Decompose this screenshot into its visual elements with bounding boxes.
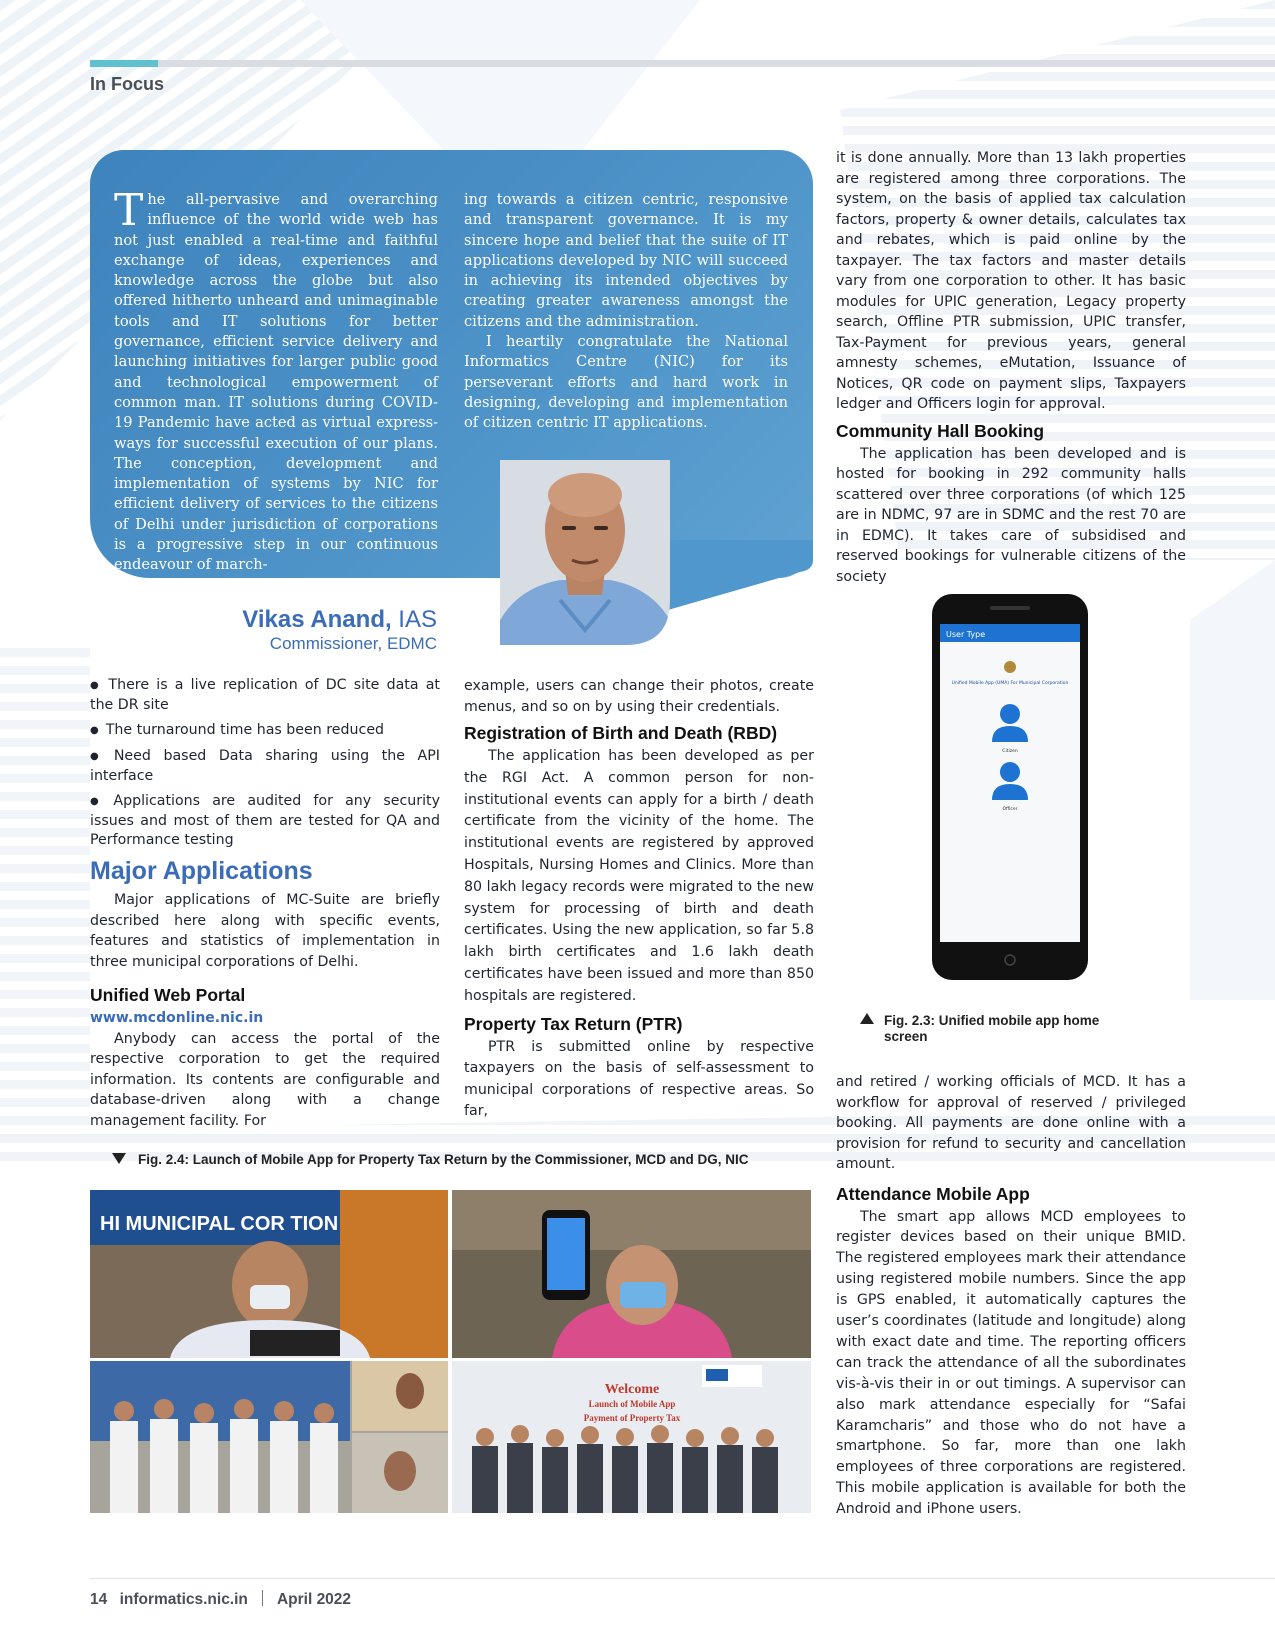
footer-divider — [262, 1590, 263, 1606]
major-applications-text: Major applications of MC-Suite are briefly described here along with specific events, features and statistics of implementation in three municipal corporations of Delhi. — [90, 892, 440, 970]
major-applications-heading: Major Applications — [90, 857, 313, 885]
bullet-item: ● Need based Data sharing using the API interface — [90, 747, 440, 786]
author-name: Vikas Anand, IAS — [242, 606, 437, 633]
quote-text-1: he all-pervasive and overarching influence of the world wide web has not just enabled a real-time and faithful exchange of ideas, experiences and knowledge across the globe but also offered hitherto unheard and unimaginable tools and IT solutions for better governance, efficient service delivery and launching initiatives for larger public good and technological empowerment of common man. IT solutions during COVID-19 Pandemic have acted as virtual express-ways for successful execution of our plans. The conception, development and implementation of systems by NIC for efficient delivery of services to the citizens of Delhi under jurisdiction of corporations is a progressive step in our continuous endeavour of march- — [114, 191, 438, 574]
author-title: Commissioner, EDMC — [269, 634, 437, 653]
quote-box — [90, 150, 813, 578]
bullet-item: ● The turnaround time has been reduced — [90, 721, 440, 741]
ptr-text: PTR is submitted online by respective taxpayers on the basis of self-assessment to municipal corporations of respective areas. So far, — [464, 1038, 814, 1120]
portal-text-continued: example, users can change their photos, create menus, and so on by using their credentials. — [464, 678, 814, 715]
column-1 — [90, 676, 440, 1131]
bullet-item: ● There is a live replication of DC site data at the DR site — [90, 676, 440, 715]
footer-rule — [90, 1578, 1275, 1579]
portal-link[interactable]: www.mcdonline.nic.in — [90, 1010, 264, 1026]
photo-group-launch — [90, 1361, 448, 1513]
triangle-up-icon — [860, 1013, 874, 1024]
footer-site[interactable]: informatics.nic.in — [119, 1591, 248, 1608]
triangle-down-icon — [112, 1153, 126, 1164]
community-hall-text: The application has been developed and is hosted for booking in 292 community halls scattered over three corporations (of which 125 are in NDMC, 97 are in SDMC and the rest 70 are in EDMC). It takes care of subsidised and reserved bookings for vulnerable citizens of the society — [836, 445, 1186, 585]
community-hall-heading: Community Hall Booking — [836, 420, 1045, 441]
bullet-list — [90, 676, 440, 850]
header-accent — [90, 60, 158, 67]
unified-web-portal-text: Anybody can access the portal of the respective corporation to get the required information. Its contents are configurable and database-driven along with a change management facility. For — [90, 1030, 440, 1129]
footer-date: April 2022 — [276, 1591, 352, 1608]
column-2 — [464, 676, 814, 1123]
attendance-app-heading: Attendance Mobile App — [836, 1183, 1030, 1204]
ptr-text-continued: it is done annually. More than 13 lakh properties are registered among three corporations. The system, on the basis of applied tax calculation factors, property & owner details, calculates tax and rebates, which is paid online by the taxpayer. The tax factors and master details vary from one corporation to other. It has basic modules for UPIC generation, Legacy property search, Offline PTR submission, UPIC transfer, Tax-Payment for previous years, general amnesty schemes, eMutation, Issuance of Notices, QR code on payment slips, Taxpayers ledger and Officers login for approval. — [836, 150, 1186, 412]
phone-app-name: Unified Mobile App (UMA) For Municipal Corporation — [951, 681, 1069, 686]
quote-text-3: I heartily congratulate the National Informatics Centre (NIC) for its perseverant efforts and hard work in designing, developing and implementation of citizen centric IT applications. — [464, 333, 788, 432]
author-portrait — [500, 460, 670, 645]
photo-commissioner — [90, 1190, 448, 1358]
fig-2-4-caption: Fig. 2.4: Launch of Mobile App for Property Tax Return by the Commissioner, MCD and DG, NIC — [112, 1152, 749, 1168]
footer — [90, 1590, 351, 1609]
drop-cap: T — [114, 185, 144, 236]
rbd-text: The application has been developed as per the RGI Act. A common person for non-institutional events can apply for a birth / death certificate from the vicinity of the home. The institutional events are registered by approved Hospitals, Nursing Homes and Clinics. More than 80 lakh legacy records were migrated to the new system for processing of birth and death certificates. Using the new application, so far 5.8 lakh birth certificates and 1.6 lakh death certificates have been issued and more than 850 hospitals are registered. — [464, 748, 814, 1004]
mobile-app-screenshot — [930, 592, 1090, 982]
phone-header-text: User Type — [946, 630, 986, 639]
quote-column-2 — [464, 190, 788, 434]
ptr-heading: Property Tax Return (PTR) — [464, 1013, 683, 1034]
launch-photo-collage — [90, 1190, 811, 1513]
community-hall-text-continued: and retired / working officials of MCD. It has a workflow for approval of reserved / privileged booking. All payments are done online with a provision for refund to security and cancellation amount. — [836, 1074, 1186, 1172]
fig-2-3-caption: Fig. 2.3: Unified mobile app home screen — [860, 1013, 1120, 1045]
welcome-subtitle: Launch of Mobile App — [588, 1399, 676, 1409]
banner-text: HI MUNICIPAL COR TION — [100, 1213, 339, 1235]
section-label: In Focus — [90, 74, 165, 94]
welcome-title: Welcome — [604, 1382, 660, 1397]
rbd-heading: Registration of Birth and Death (RBD) — [464, 723, 778, 743]
bullet-item: ● Applications are audited for any security issues and most of them are tested for QA and Performance testing — [90, 792, 440, 850]
column-3-top — [836, 148, 1186, 587]
quote-column-1 — [114, 185, 438, 576]
photo-welcome-banner — [452, 1361, 811, 1513]
attendance-app-text: The smart app allows MCD employees to register devices based on their unique BMID. The registered employees mark their attendance using registered mobile numbers. Since the app is GPS enabled, it automatically captures the user’s coordinates (latitude and longitude) along with exact date and time. The reporting officers can track the attendance of all the subordinates vis-à-vis their in or out timings. A supervisor can also mark attendance especially for “Safai Karamcharis” and those who do not have a smartphone. So far, more than one lakh employees of three corporations are registered. This mobile application is available for both the Android and iPhone users. — [836, 1208, 1186, 1518]
quote-text-2: ing towards a citizen centric, responsive and transparent governance. It is my sincere hope and belief that the suite of IT applications developed by NIC will succeed in achieving its intended objectives by creating greater awareness amongst the citizens and the administration. — [464, 191, 788, 330]
header-rule — [90, 60, 1275, 67]
phone-role-citizen: Citizen — [1002, 749, 1018, 754]
page-number: 14 — [90, 1591, 108, 1608]
photo-dg-nic — [452, 1190, 811, 1358]
column-3-bottom — [836, 1072, 1186, 1520]
welcome-subtitle-2: Payment of Property Tax — [583, 1413, 681, 1423]
phone-role-officer: Officer — [1002, 807, 1018, 812]
unified-web-portal-heading: Unified Web Portal — [90, 985, 246, 1005]
